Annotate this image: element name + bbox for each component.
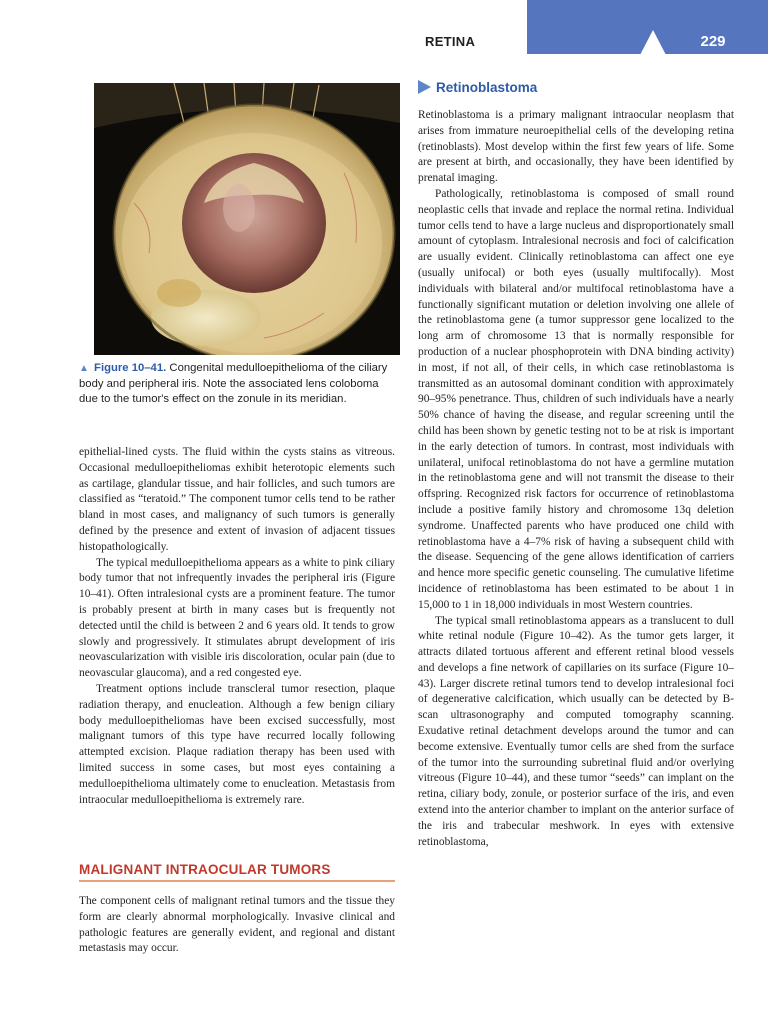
figure-10-41-photo [94,83,400,355]
header-notch [640,30,666,55]
right-column-text [418,108,734,850]
section-heading: MALIGNANT INTRAOCULAR TUMORS [79,862,395,882]
left-paragraph-1: epithelial-lined cysts. The fluid within the cysts stains as vitreous. Occasional medulloepitheliomas exhibit heterotopic elements such as cartilage, glandular tissue, and hair follicles, and such tumors are classified as “teratoid.” The component tumor cells tend to be rather bland in most cases, and malignancy of such tumors is generally defined by the presence and extent of invasion of adjacent tissues histopathologically. [79,446,395,553]
figure-caption [79,361,399,408]
left-column-text [79,445,395,808]
subheading-arrow-icon [418,80,431,94]
left-paragraph-3: Treatment options include transcleral tumor resection, plaque radiation therapy, and enucleation. Although a few benign ciliary body medulloepitheliomas have been excised successfully, most malignant tumors of this type have recurred locally following attempted excision. Plaque radiation therapy has been used with limited success in some cases, but most eyes containing a medulloepithelioma ultimately come to enucleation. Metastasis from intraocular medulloepithelioma is extremely rare. [79,682,395,806]
left-paragraph-2: The typical medulloepithelioma appears as a white to pink ciliary body tumor that not infrequently invades the peripheral iris (Figure 10–41). Often intralesional cysts are a prominent feature. The tumor is probably present at birth in many cases but is frequently not detected until the child is between 2 and 6 years old. It tends to grow slowly and progressively. It stimulates abrupt development of iris neovascularization with visible iris discoloration, ocular pain (due to neovascular glaucoma), and a red congested eye. [79,556,395,680]
figure-caption-text: Congenital medulloepithelioma of the ciliary body and peripheral iris. Note the associated lens coloboma due to the tumor's effect on the zonule in its meridian. [79,362,388,405]
right-paragraph-2: Pathologically, retinoblastoma is composed of small round neoplastic cells that invade and replace the normal retina. Individual tumor cells tend to have a large nucleus and disproportionately small amount of cytoplasm. Intralesional necrosis and foci of calcification are usually evident. Clinically retinoblastoma can affect one eye (usually unifocal) or both eyes (usually multifocally). Most individuals with bilateral and/or multifocal retinoblastoma have a functionally significant mutation or deletion involving one allele of the retinoblastoma gene (a tumor suppressor gene localized to the long arm of chromosome 13 that is normally responsible for production of a nuclear phosphoprotein with DNA binding activity) in most, if not all, of their cells, in which case retinoblastoma is transmitted as an autosomal dominant condition with approximately 90–95% penetrance. Thus, children of such individuals have a nearly 50% chance of having the disease, and regular screening until the child has been shown by genetic testing not to be at risk is important in the early detection of tumors. In contrast, most individuals with unilateral, unifocal retinoblastoma do not have a germline mutation in the retinoblastoma gene and will not transmit the disease to their offspring. Recognized risk factors for occurrence of retinoblastoma include a positive family history and chromosome 13q deletion syndrome. Unaffected parents who have produced one child with retinoblastoma have a 4–7% risk of having a subsequent child with the disease. Sequencing of the gene allows identification of carriers and hence more specific genetic counseling. The cumulative lifetime incidence of retinoblastoma has been estimated to be about 1 in 15,000 to 1 in 18,000 individuals in most Western countries. [418,187,734,611]
left-column-section-text [79,894,395,957]
caption-marker-icon: ▲ [79,363,89,374]
page-number: 229 [700,33,726,50]
subheading-text: Retinoblastoma [436,80,538,95]
running-head: RETINA [425,34,476,49]
subheading [418,80,738,95]
right-paragraph-1: Retinoblastoma is a primary malignant intraocular neoplasm that arises from immature neuroepithelial cells of the developing retina (retinoblasts). Most develop within the first few years of life. Some are present at birth, and occasionally, they have been identified by prenatal imaging. [418,109,734,185]
figure-label: Figure 10–41. [94,362,167,374]
section-paragraph: The component cells of malignant retinal tumors and the tissue they form are clearly abnormal morphologically. Invasive clinical and pathologic features are generally evident, and regional and distant metastasis may occur. [79,895,395,955]
eye-photo-illustration [94,83,400,355]
right-paragraph-3: The typical small retinoblastoma appears as a translucent to dull white retinal nodule (Figure 10–42). As the tumor gets larger, it attracts dilated tortuous afferent and efferent retinal blood vessels and develops a fine network of capillaries on its surface (Figure 10–43). Larger discrete retinal tumors tend to develop intralesional foci of degenerative calcification, which usually can be detected by B-scan ultrasonography and computed tomography scanning. Exudative retinal detachment develops around the tumor and can become extensive. Eventually tumor cells are shed from the surface of the tumor into the surrounding subretinal fluid and/or overlying vitreous (Figure 10–44), and these tumor “seeds” can implant on the retina, ciliary body, zonule, or posterior surface of the iris, and even extend into the anterior chamber to implant on the anterior surface of the iris and trabecular meshwork. In eyes with extensive retinoblastoma, [418,614,734,848]
